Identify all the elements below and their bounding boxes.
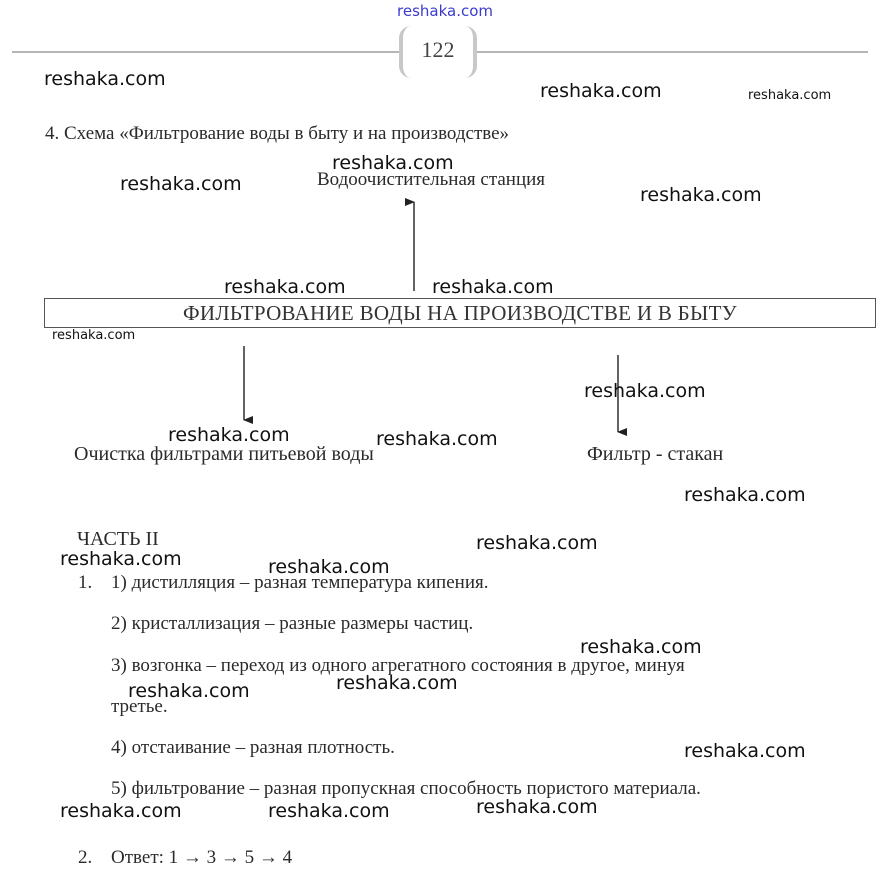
watermark: reshaka.com [476,796,598,818]
q2-number: 2. [78,847,93,868]
answer-item-1: 1) дистилляция – разная температура кипения. [111,572,489,593]
q2-answer: Ответ: 1 → 3 → 5 → 4 [111,847,293,868]
watermark: reshaka.com [120,173,242,195]
watermark: reshaka.com [584,380,706,402]
answer-item-3: 3) возгонка – переход из одного агрегатного состояния в другое, минуя [111,655,685,676]
watermark: reshaka.com [684,484,806,506]
watermark: reshaka.com [268,800,390,822]
node-top: Водоочистительная станция [317,169,546,190]
node-left: Очистка фильтрами питьевой воды [74,443,374,465]
watermark: reshaka.com [684,740,806,762]
watermark: reshaka.com [376,428,498,450]
central-box: ФИЛЬТРОВАНИЕ ВОДЫ НА ПРОИЗВОДСТВЕ И В БЫТУ [44,298,876,328]
site-header-link[interactable]: reshaka.com [397,2,493,20]
watermark: reshaka.com [580,636,702,658]
watermark: reshaka.com [332,152,454,174]
part-2-heading: ЧАСТЬ II [77,528,159,550]
watermark: reshaka.com [748,88,832,103]
answer-item-2: 2) кристаллизация – разные размеры частиц. [111,613,474,634]
watermark: reshaka.com [60,548,182,570]
watermark: reshaka.com [268,556,390,578]
watermark: reshaka.com [224,276,346,298]
watermark: reshaka.com [640,184,762,206]
section-4-title: 4. Схема «Фильтрование воды в быту и на производстве» [45,123,510,144]
watermark: reshaka.com [52,328,136,343]
watermark: reshaka.com [432,276,554,298]
watermark: reshaka.com [540,80,662,102]
watermark: reshaka.com [44,68,166,90]
node-right: Фильтр - стакан [587,443,724,465]
watermark: reshaka.com [168,424,290,446]
watermark: reshaka.com [128,680,250,702]
watermark: reshaka.com [336,672,458,694]
answer-item-3-cont: третье. [111,696,168,717]
page-number: 122 [399,26,477,78]
q1-number: 1. [78,572,93,593]
watermark: reshaka.com [476,532,598,554]
answer-item-4: 4) отстаивание – разная плотность. [111,737,395,758]
answer-item-5: 5) фильтрование – разная пропускная способность пористого материала. [111,778,701,799]
watermark: reshaka.com [60,800,182,822]
